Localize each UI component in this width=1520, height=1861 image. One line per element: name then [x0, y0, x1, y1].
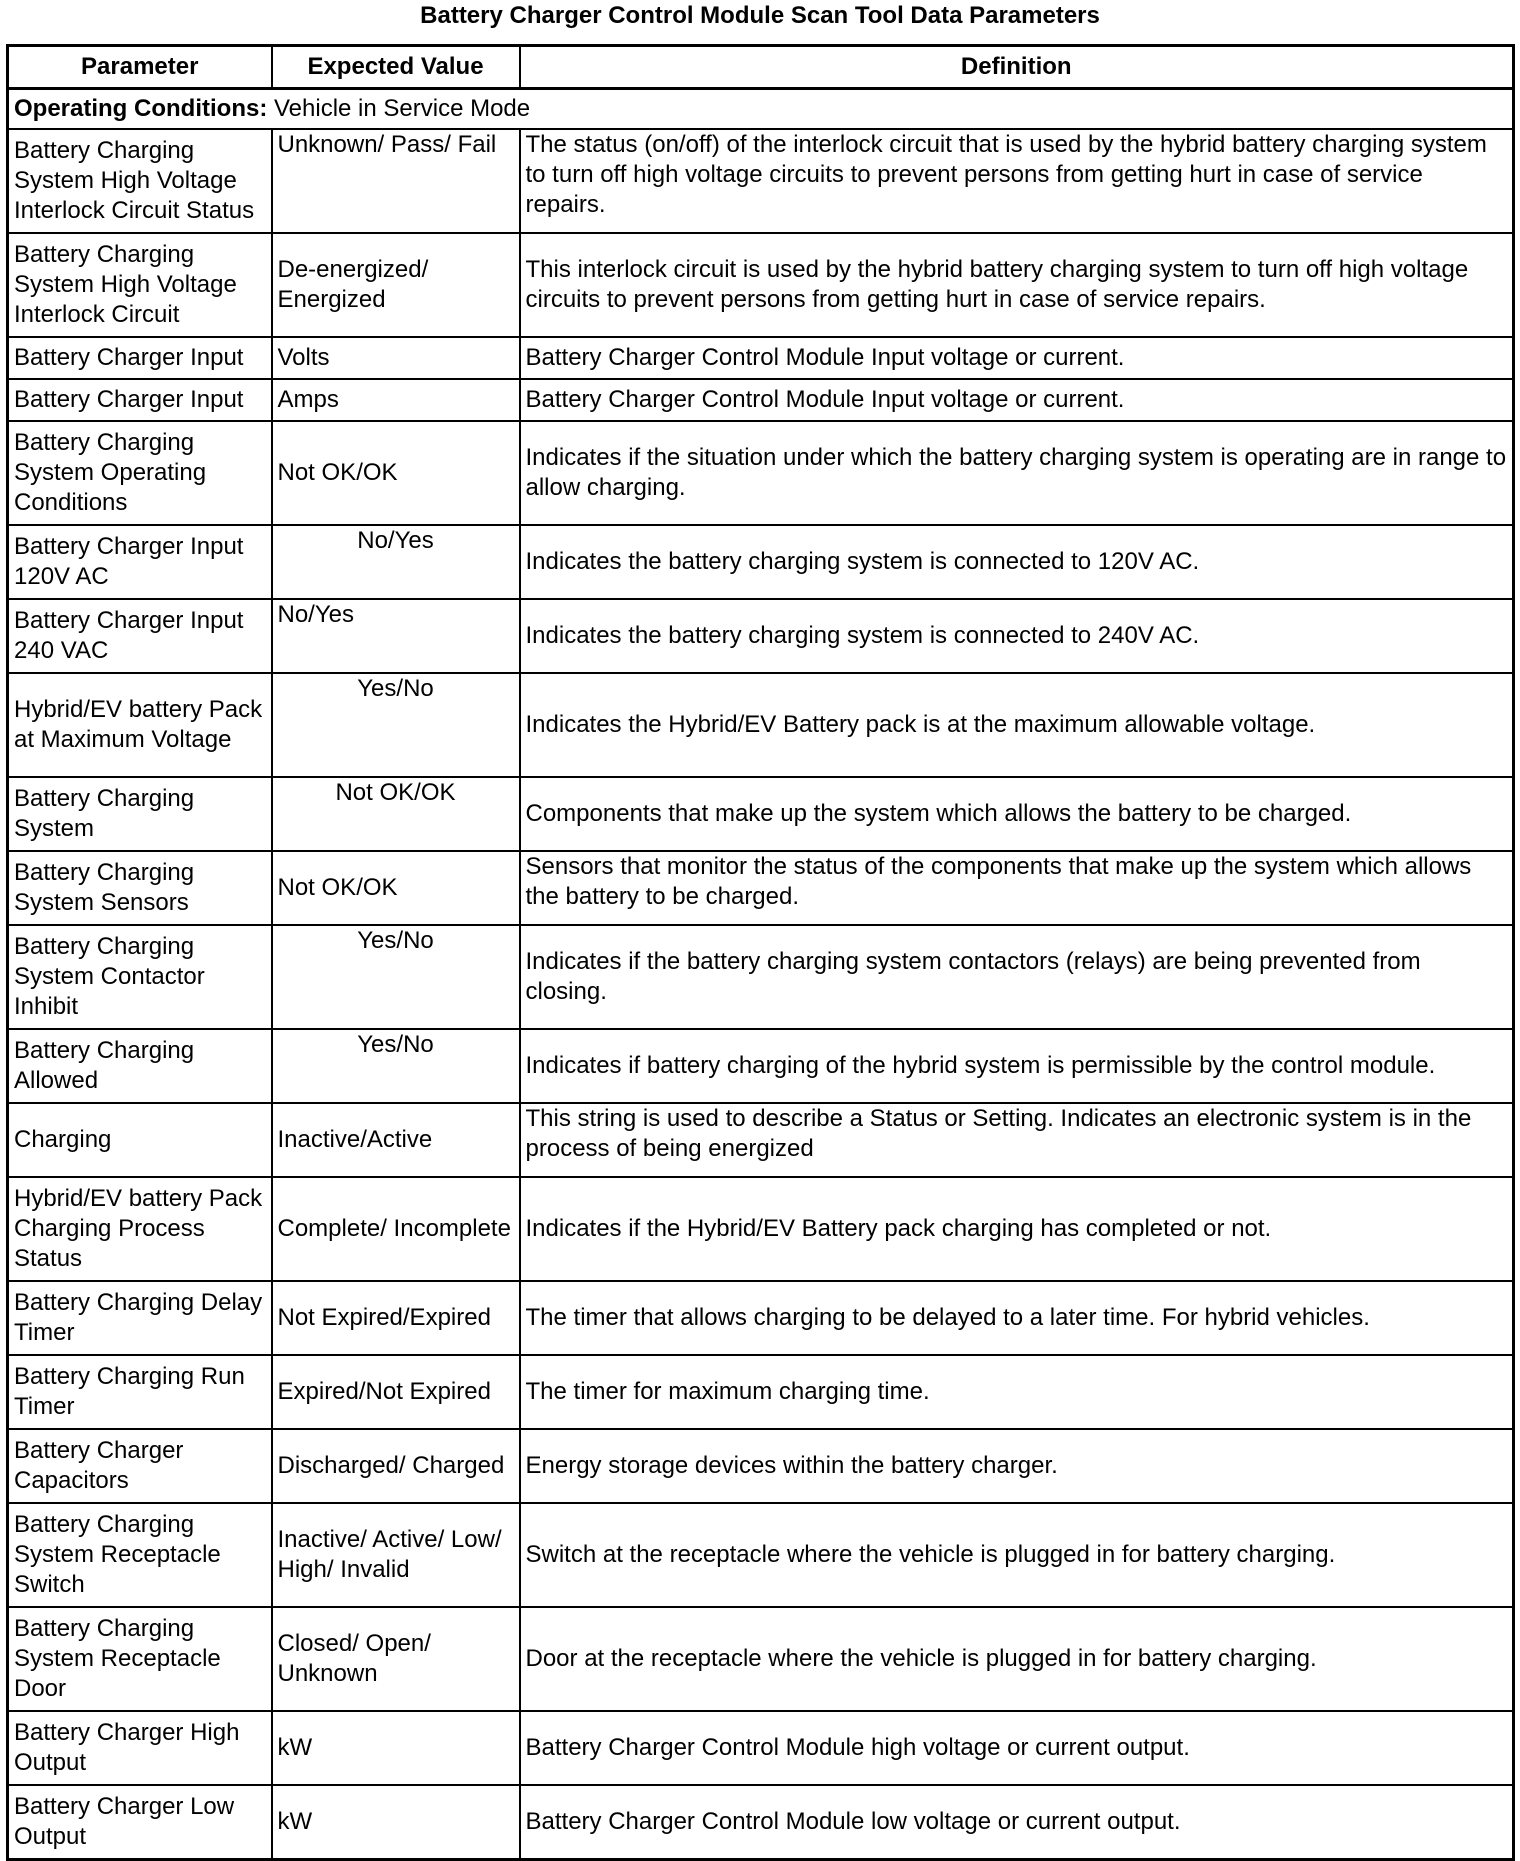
parameter-cell: Battery Charger Input [8, 337, 272, 379]
expected-value-cell: Yes/No [272, 925, 520, 1029]
expected-value-cell: De-energized/ Energized [272, 233, 520, 337]
expected-value-cell: Volts [272, 337, 520, 379]
table-row [8, 525, 1514, 599]
parameter-cell: Battery Charger Low Output [8, 1785, 272, 1860]
table-row [8, 599, 1514, 673]
parameter-cell: Battery Charger Input [8, 379, 272, 421]
expected-value-cell: Not OK/OK [272, 421, 520, 525]
parameter-cell: Battery Charger High Output [8, 1711, 272, 1785]
operating-conditions-value: Vehicle in Service Mode [273, 95, 531, 122]
table-row [8, 337, 1514, 379]
definition-cell: Battery Charger Control Module Input voltage or current. [520, 379, 1514, 421]
expected-value-cell: Not OK/OK [272, 851, 520, 925]
table-header-row [8, 46, 1514, 89]
definition-cell: Sensors that monitor the status of the components that make up the system which allows the battery to be charged. [520, 851, 1514, 925]
parameter-cell: Battery Charging System [8, 777, 272, 851]
definition-cell: This string is used to describe a Status or Setting. Indicates an electronic system is in the process of being energized [520, 1103, 1514, 1177]
parameter-cell: Battery Charging System High Voltage Interlock Circuit Status [8, 129, 272, 233]
table-row [8, 379, 1514, 421]
definition-cell: Indicates the Hybrid/EV Battery pack is at the maximum allowable voltage. [520, 673, 1514, 777]
expected-value-cell: Not Expired/Expired [272, 1281, 520, 1355]
parameter-cell: Charging [8, 1103, 272, 1177]
expected-value-cell: Not OK/OK [272, 777, 520, 851]
definition-cell: Components that make up the system which allows the battery to be charged. [520, 777, 1514, 851]
scan-tool-data-table [6, 44, 1515, 1861]
table-row [8, 1281, 1514, 1355]
column-header-parameter: Parameter [8, 46, 272, 89]
expected-value-cell: Yes/No [272, 673, 520, 777]
expected-value-cell: Closed/ Open/ Unknown [272, 1607, 520, 1711]
parameter-cell: Battery Charging System Sensors [8, 851, 272, 925]
parameter-cell: Battery Charging System Receptacle Door [8, 1607, 272, 1711]
definition-cell: This interlock circuit is used by the hybrid battery charging system to turn off high voltage circuits to prevent persons from getting hurt in case of service repairs. [520, 233, 1514, 337]
parameter-cell: Battery Charging Run Timer [8, 1355, 272, 1429]
expected-value-cell: Amps [272, 379, 520, 421]
table-row [8, 421, 1514, 525]
definition-cell: Energy storage devices within the battery charger. [520, 1429, 1514, 1503]
definition-cell: The status (on/off) of the interlock circuit that is used by the hybrid battery charging system to turn off high voltage circuits to prevent persons from getting hurt in case of service repairs. [520, 129, 1514, 233]
table-row [8, 1429, 1514, 1503]
definition-cell: The timer for maximum charging time. [520, 1355, 1514, 1429]
expected-value-cell: Unknown/ Pass/ Fail [272, 129, 520, 233]
definition-cell: Indicates the battery charging system is connected to 120V AC. [520, 525, 1514, 599]
expected-value-cell: Yes/No [272, 1029, 520, 1103]
column-header-definition: Definition [520, 46, 1514, 89]
parameter-cell: Battery Charging System Receptacle Switch [8, 1503, 272, 1607]
parameter-cell: Battery Charging System Operating Conditions [8, 421, 272, 525]
definition-cell: Indicates if the Hybrid/EV Battery pack charging has completed or not. [520, 1177, 1514, 1281]
document-title: Battery Charger Control Module Scan Tool Data Parameters [420, 2, 1100, 29]
table-row [8, 233, 1514, 337]
operating-conditions-row [8, 89, 1514, 130]
parameter-cell: Battery Charging Allowed [8, 1029, 272, 1103]
column-header-expected-value: Expected Value [272, 46, 520, 89]
table-row [8, 1355, 1514, 1429]
parameter-cell: Battery Charger Capacitors [8, 1429, 272, 1503]
table-row [8, 673, 1514, 777]
expected-value-cell: Complete/ Incomplete [272, 1177, 520, 1281]
operating-conditions-cell [8, 89, 1514, 130]
definition-cell: Indicates if the battery charging system contactors (relays) are being prevented from closing. [520, 925, 1514, 1029]
table-row [8, 1607, 1514, 1711]
parameter-cell: Hybrid/EV battery Pack Charging Process Status [8, 1177, 272, 1281]
expected-value-cell: Expired/Not Expired [272, 1355, 520, 1429]
definition-cell: Battery Charger Control Module Input voltage or current. [520, 337, 1514, 379]
table-row [8, 1785, 1514, 1860]
table-row [8, 851, 1514, 925]
expected-value-cell: kW [272, 1785, 520, 1860]
parameter-cell: Battery Charger Input 120V AC [8, 525, 272, 599]
table-row [8, 1029, 1514, 1103]
parameter-cell: Battery Charger Input 240 VAC [8, 599, 272, 673]
definition-cell: Indicates the battery charging system is connected to 240V AC. [520, 599, 1514, 673]
definition-cell: Battery Charger Control Module high voltage or current output. [520, 1711, 1514, 1785]
parameter-cell: Battery Charging System High Voltage Interlock Circuit [8, 233, 272, 337]
table-row [8, 1103, 1514, 1177]
definition-cell: Switch at the receptacle where the vehicle is plugged in for battery charging. [520, 1503, 1514, 1607]
expected-value-cell: Discharged/ Charged [272, 1429, 520, 1503]
expected-value-cell: No/Yes [272, 599, 520, 673]
expected-value-cell: kW [272, 1711, 520, 1785]
table-row [8, 1503, 1514, 1607]
expected-value-cell: Inactive/Active [272, 1103, 520, 1177]
definition-cell: Door at the receptacle where the vehicle is plugged in for battery charging. [520, 1607, 1514, 1711]
table-row [8, 1177, 1514, 1281]
operating-conditions-label: Operating Conditions: [14, 95, 268, 122]
table-row [8, 129, 1514, 233]
definition-cell: Battery Charger Control Module low voltage or current output. [520, 1785, 1514, 1860]
definition-cell: Indicates if the situation under which the battery charging system is operating are in range to allow charging. [520, 421, 1514, 525]
definition-cell: The timer that allows charging to be delayed to a later time. For hybrid vehicles. [520, 1281, 1514, 1355]
parameter-cell: Battery Charging Delay Timer [8, 1281, 272, 1355]
table-row [8, 925, 1514, 1029]
definition-cell: Indicates if battery charging of the hybrid system is permissible by the control module. [520, 1029, 1514, 1103]
table-row [8, 1711, 1514, 1785]
parameter-cell: Hybrid/EV battery Pack at Maximum Voltage [8, 673, 272, 777]
expected-value-cell: Inactive/ Active/ Low/ High/ Invalid [272, 1503, 520, 1607]
table-row [8, 777, 1514, 851]
parameter-cell: Battery Charging System Contactor Inhibit [8, 925, 272, 1029]
expected-value-cell: No/Yes [272, 525, 520, 599]
